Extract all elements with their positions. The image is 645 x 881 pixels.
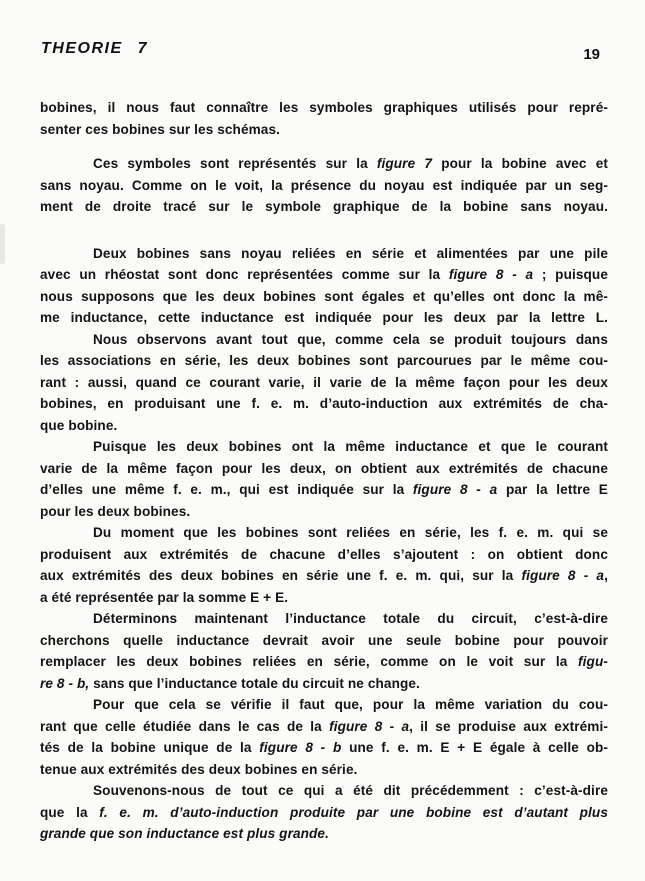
text-run: Déterminons maintenant l’inductance totale du circuit, c’est-à-dire [93,611,608,626]
text-line [40,97,608,119]
text-run: cherchons quelle inductance devrait avoir une seule bobine pour pouvoir [40,632,608,648]
text-run: figure 8 - b [259,740,342,755]
text-line [40,716,608,738]
text-run: re 8 - b, [40,675,90,691]
text-line [40,393,608,415]
text-line [40,175,608,197]
scan-artifact [0,224,5,264]
text-run: aux extrémités des deux bobines en série une f. e. m. qui, sur la [40,568,522,583]
text-run: par la lettre E [497,482,608,497]
text-line [40,780,608,802]
text-line [40,243,608,265]
text-line [40,630,608,652]
text-run: Puisque les deux bobines ont la même inductance et que le courant [93,439,608,454]
text-run: Souvenons-nous de tout ce qui a été dit précédemment : c’est-à-dire [93,783,608,798]
text-line [40,565,608,587]
text-run: remplacer les deux bobines reliées en série, comme on le voit sur la [40,654,579,669]
text-line [40,651,608,673]
text-run: bobines, en produisant une f. e. m. d’auto-induction aux extrémités de cha- [40,396,608,411]
paragraph [40,522,608,608]
text-run: avec un rhéostat sont donc représentées comme sur la [40,267,449,282]
text-run: rant : aussi, quand ce courant varie, il varie de la même façon pour les deux [40,374,608,390]
text-run: Nous observons avant tout que, comme cela se produit toujours dans [93,331,608,347]
text-run: figure 8 - a [329,718,410,734]
text-run: les associations en série, les deux bobines sont parcourues par le même cou- [40,353,608,368]
text-run: rant que celle étudiée dans le cas de la [40,718,330,734]
text-line [40,823,608,845]
text-run: grande que son inductance est plus grande. [40,826,329,841]
paragraph [40,608,608,694]
text-run: figure 8 - a [521,568,605,583]
text-run: , [604,568,608,583]
text-run: figure 7 [376,156,433,171]
page-body [40,97,608,845]
text-line [40,802,608,824]
text-run: figu- [578,654,608,669]
text-run: pour la bobine avec et [432,156,608,171]
text-line [40,372,608,394]
text-run: varie de la même façon pour les deux, on obtient aux extrémités de chacune [40,460,608,476]
paragraph [40,97,608,140]
text-run: senter ces bobines sur les schémas. [40,121,280,137]
text-run: sans que l’inductance totale du circuit ne change. [89,675,420,691]
text-run: une f. e. m. E + E égale à celle ob- [341,740,608,755]
text-line [40,694,608,716]
paragraph [40,243,608,329]
text-line [40,329,608,351]
text-run: a été représentée par la somme E + E. [40,589,289,605]
text-line [40,286,608,308]
text-line [40,673,608,695]
text-line [40,119,608,141]
text-line [40,501,608,523]
paragraph [40,329,608,437]
paragraph [40,153,608,218]
running-title: THEORIE 7 [41,40,148,57]
text-run: figure 8 - a [448,267,534,282]
text-line [40,759,608,781]
text-line [40,350,608,372]
text-run: f. e. m. d’auto-induction produite par une bobine est d’autant plus [99,804,608,820]
text-line [40,196,608,218]
text-run: ment de droite tracé sur le symbole graphique de la bobine sans noyau. [40,199,608,214]
text-run: figure 8 - a [412,482,498,497]
text-run: nous supposons que les deux bobines sont égales et qu’elles ont donc la mê- [40,288,608,304]
page-number: 19 [583,46,600,63]
text-line [40,415,608,437]
text-line [40,264,608,286]
text-line [40,587,608,609]
text-run: d’elles une même f. e. m., qui est indiquée sur la [40,482,413,497]
text-line [40,522,608,544]
text-run: pour les deux bobines. [40,503,191,519]
paragraph [40,694,608,780]
text-line [40,608,608,630]
paragraph [40,436,608,522]
text-line [40,479,608,501]
text-run: sans noyau. Comme on le voit, la présence du noyau est indiquée par un seg- [40,177,608,193]
text-run: tés de la bobine unique de la [40,740,260,755]
text-run: me inductance, cette inductance est indiquée pour les deux par la lettre L. [40,310,608,325]
text-run: tenue aux extrémités des deux bobines en série. [40,761,358,777]
text-run: ; puisque [533,267,608,282]
text-run: que la [40,804,100,820]
text-run: Deux bobines sans noyau reliées en série et alimentées par une pile [93,245,608,261]
text-run: Ces symboles sont représentés sur la [93,156,377,171]
text-run: produisent aux extrémités de chacune d’elles s’ajoutent : on obtient donc [40,546,608,562]
text-line [40,458,608,480]
text-run: , il se produise aux extrémi- [409,718,608,734]
text-line [40,307,608,329]
text-line [40,153,608,175]
text-run: bobines, il nous faut connaître les symboles graphiques utilisés pour repré- [40,100,608,115]
text-line [40,544,608,566]
text-run: Du moment que les bobines sont reliées en série, les f. e. m. qui se [93,525,608,540]
text-line [40,737,608,759]
paragraph [40,780,608,845]
text-line [40,436,608,458]
text-run: Pour que cela se vérifie il faut que, pour la même variation du cou- [93,697,608,712]
text-run: que bobine. [40,417,118,433]
